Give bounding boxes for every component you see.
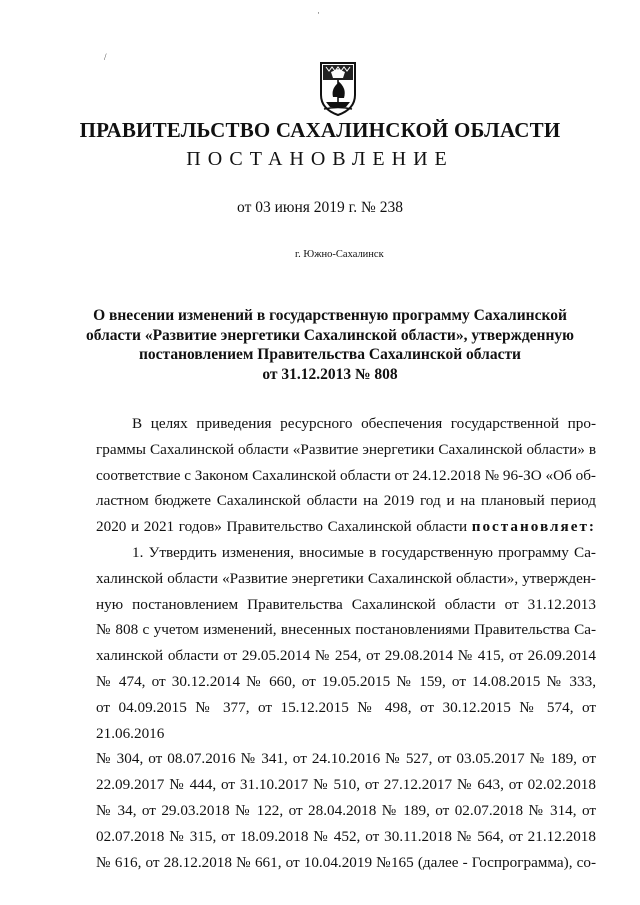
body-line: № 304, от 08.07.2016 № 341, от 24.10.2016 № 527, от 03.05.2017 № 189, от (96, 750, 596, 768)
city-label: г. Южно-Сахалинск (295, 249, 384, 260)
document-body (96, 411, 596, 875)
resolve-keyword: постановляет: (471, 518, 596, 536)
body-line: № 808 с учетом изменений, внесенных постановлениями Правительства Са- (96, 621, 596, 639)
body-line: соответствие с Законом Сахалинской области от 24.12.2018 № 96-ЗО «Об об- (96, 466, 596, 484)
subject-line: постановлением Правительства Сахалинской области (138, 346, 521, 363)
body-line: 22.09.2017 № 444, от 31.10.2017 № 510, от 27.12.2017 № 643, от 02.02.2018 (96, 776, 596, 794)
body-line: № 616, от 28.12.2018 № 661, от 10.04.2019 №165 (далее - Госпрограмма), со- (96, 853, 596, 871)
body-line: 1. Утвердить изменения, вносимые в государственную программу Са- (132, 543, 596, 561)
subject-line: О внесении изменений в государственную программу Сахалинской (93, 307, 567, 324)
scan-mark: · (317, 8, 320, 18)
body-line: от 04.09.2015 № 377, от 15.12.2015 № 498, от 30.12.2015 № 574, от 21.06.2016 (96, 698, 596, 742)
body-line-with-keyword (96, 514, 596, 540)
document-subject (70, 306, 590, 384)
body-line: ластном бюджете Сахалинской области на 2019 год и на плановый период (96, 492, 596, 510)
body-line: ную постановлением Правительства Сахалинской области от 31.12.2013 (96, 595, 596, 613)
subject-line: области «Развитие энергетики Сахалинской области», утвержденную (85, 326, 574, 344)
body-line: 02.07.2018 № 315, от 18.09.2018 № 452, от 30.11.2018 № 564, от 21.12.2018 (96, 827, 596, 845)
body-line: граммы Сахалинской области «Развитие энергетики Сахалинской области» в (96, 440, 596, 458)
body-line: халинской области «Развитие энергетики Сахалинской области», утвержден- (96, 569, 596, 587)
body-line: № 474, от 30.12.2014 № 660, от 19.05.2015 № 159, от 14.08.2015 № 333, (96, 672, 596, 690)
body-line: халинской области от 29.05.2014 № 254, от 29.08.2014 № 415, от 26.09.2014 (96, 647, 596, 665)
subject-line: от 31.12.2013 № 808 (262, 365, 398, 383)
body-line: 2020 и 2021 годов» Правительство Сахалинской области (96, 518, 472, 536)
body-line: № 34, от 29.03.2018 № 122, от 28.04.2018 № 189, от 02.07.2018 № 314, от (96, 801, 596, 819)
sakhalin-coat-of-arms-icon (318, 62, 358, 116)
item-1-paragraph (96, 540, 596, 875)
preamble-paragraph (96, 411, 596, 540)
scan-mark: / (104, 52, 107, 62)
body-line: В целях приведения ресурсного обеспечения государственной про- (132, 415, 596, 432)
government-name: ПРАВИТЕЛЬСТВО САХАЛИНСКОЙ ОБЛАСТИ (79, 118, 561, 142)
document-date-number: от 03 июня 2019 г. № 238 (237, 199, 403, 216)
document-type: ПОСТАНОВЛЕНИЕ (186, 148, 454, 170)
